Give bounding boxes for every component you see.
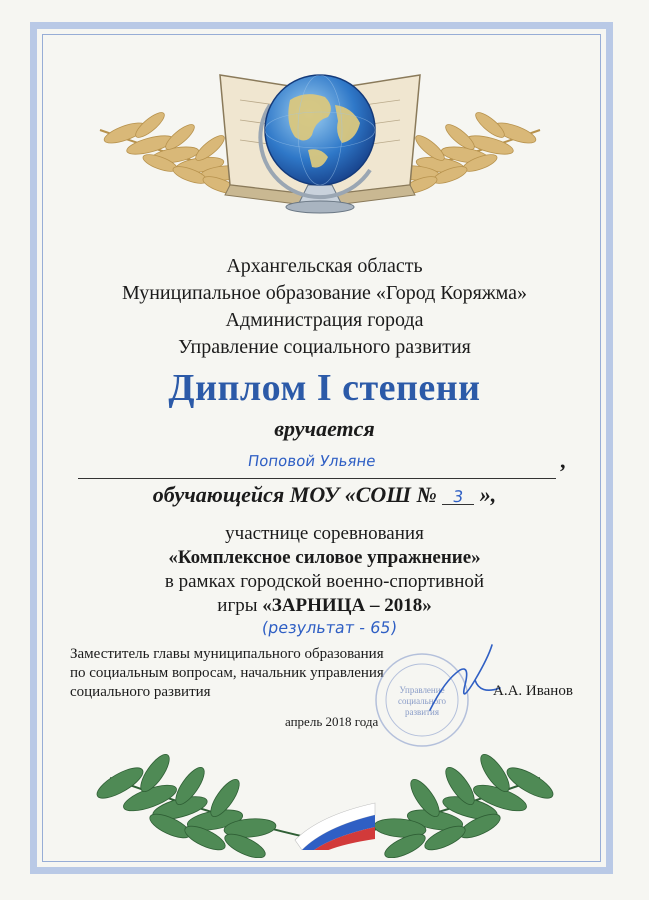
stamp-text-1: Управление	[399, 685, 445, 695]
name-comma: ,	[560, 448, 566, 473]
school-prefix: обучающейся МОУ «СОШ №	[152, 482, 437, 507]
result-annotation: (результат - 65)	[260, 618, 399, 637]
signer-title-line1: Заместитель главы муниципального образования	[70, 646, 384, 662]
department-line: Управление социального развития	[178, 336, 471, 358]
school-line	[0, 482, 649, 508]
region-line: Архангельская область	[226, 255, 423, 277]
organization-header	[0, 253, 649, 361]
signer-name: А.А. Иванов	[493, 683, 573, 699]
game-prefix: игры	[217, 595, 258, 616]
game-name: «ЗАРНИЦА – 2018»	[262, 595, 432, 616]
stamp-text-3: развития	[404, 707, 440, 717]
awarded-label: вручается	[274, 416, 375, 441]
diploma-title: Диплом I степени	[168, 367, 481, 409]
recipient-name: Поповой Ульяне	[246, 452, 377, 470]
municipality-line: Муниципальное образование «Город Коряжма»	[121, 282, 528, 304]
event-description	[0, 522, 649, 618]
recipient-name-line	[78, 450, 556, 479]
participant-line: участнице соревнования	[225, 523, 424, 544]
competition-name: «Комплексное силовое упражнение»	[168, 547, 481, 568]
signer-title-line3: социального развития	[70, 684, 211, 700]
school-number-field	[442, 482, 474, 505]
globe-book-emblem	[80, 45, 560, 225]
event-context-line: в рамках городской военно-спортивной	[164, 571, 485, 592]
signer-title-line2: по социальным вопросам, начальник управления	[70, 665, 384, 681]
school-suffix: »,	[479, 482, 497, 507]
handwritten-signature	[420, 640, 510, 715]
school-number: 3	[451, 487, 465, 506]
issue-date: апрель 2018 года	[285, 714, 379, 729]
stamp-text-2: социального	[397, 696, 447, 706]
russian-flag-ribbon	[290, 795, 380, 850]
administration-line: Администрация города	[225, 309, 424, 331]
game-line	[0, 594, 649, 618]
